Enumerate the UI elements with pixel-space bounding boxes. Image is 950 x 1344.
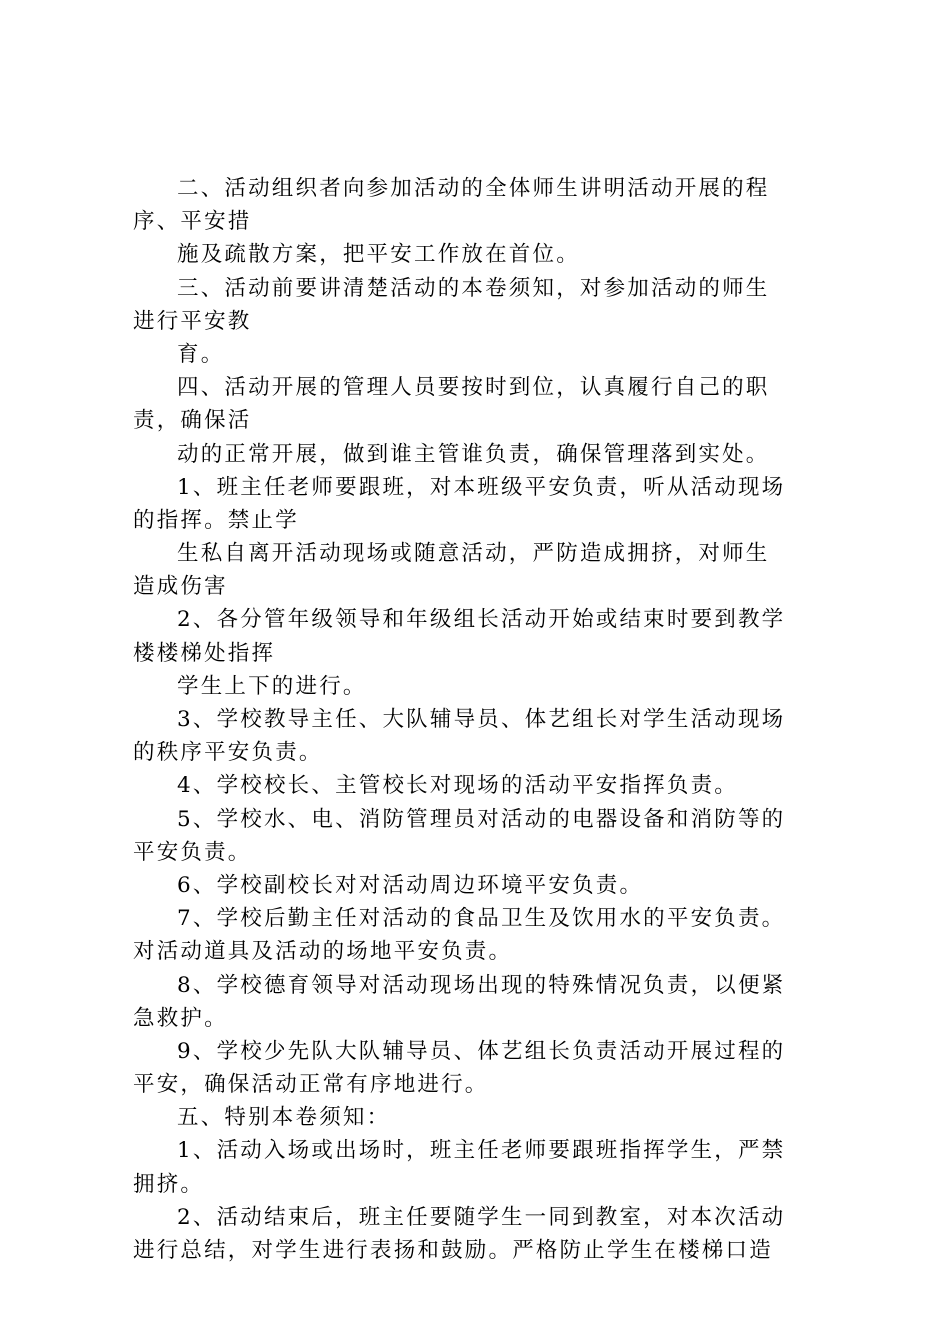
text-line: 造成伤害 [133, 574, 228, 600]
text-line: 急救护。 [133, 1005, 228, 1031]
text-line: 9、学校少先队大队辅导员、体艺组长负责活动开展过程的 [177, 1038, 786, 1064]
text-line: 的秩序平安负责。 [133, 740, 323, 766]
text-line: 7、学校后勤主任对活动的食品卫生及饮用水的平安负责。 [177, 906, 786, 932]
text-line: 2、活动结束后，班主任要随学生一同到教室，对本次活动 [177, 1204, 786, 1230]
text-line: 对活动道具及活动的场地平安负责。 [133, 939, 513, 965]
text-line: 楼楼梯处指挥 [133, 640, 276, 666]
text-line: 进行平安教 [133, 308, 252, 334]
text-line: 生私自离开活动现场或随意活动，严防造成拥挤，对师生 [177, 541, 770, 567]
text-line: 动的正常开展，做到谁主管谁负责，确保管理落到实处。 [177, 441, 770, 467]
text-line: 拥挤。 [133, 1171, 205, 1197]
text-line: 五、特别本卷须知： [177, 1105, 391, 1131]
text-line: 二、活动组织者向参加活动的全体师生讲明活动开展的程 [177, 176, 770, 201]
text-line: 序、平安措 [133, 209, 252, 235]
text-line: 8、学校德育领导对活动现场出现的特殊情况负责，以便紧 [177, 972, 786, 998]
text-line: 施及疏散方案，把平安工作放在首位。 [177, 242, 580, 268]
text-line: 平安，确保活动正常有序地进行。 [133, 1072, 489, 1098]
text-line: 5、学校水、电、消防管理员对活动的电器设备和消防等的 [177, 806, 786, 832]
text-line: 三、活动前要讲清楚活动的本卷须知，对参加活动的师生 [177, 275, 770, 301]
text-line: 4、学校校长、主管校长对现场的活动平安指挥负责。 [177, 773, 738, 799]
text-line: 育。 [177, 341, 225, 367]
text-line: 进行总结，对学生进行表扬和鼓励。严格防止学生在楼梯口造 [133, 1238, 773, 1263]
text-line: 3、学校教导主任、大队辅导员、体艺组长对学生活动现场 [177, 707, 786, 732]
text-line: 6、学校副校长对对活动周边环境平安负责。 [177, 872, 644, 898]
document-body [133, 172, 833, 1267]
text-line: 责，确保活 [133, 408, 252, 434]
text-line: 1、活动入场或出场时，班主任老师要跟班指挥学生，严禁 [177, 1138, 786, 1164]
text-line: 四、活动开展的管理人员要按时到位，认真履行自己的职 [177, 375, 770, 401]
text-line: 学生上下的进行。 [177, 673, 367, 699]
text-line: 2、各分管年级领导和年级组长活动开始或结束时要到教学 [177, 607, 786, 633]
text-line: 1、班主任老师要跟班，对本班级平安负责，听从活动现场 [177, 474, 786, 500]
text-line: 的指挥。禁止学 [133, 507, 299, 533]
text-line: 平安负责。 [133, 839, 252, 865]
